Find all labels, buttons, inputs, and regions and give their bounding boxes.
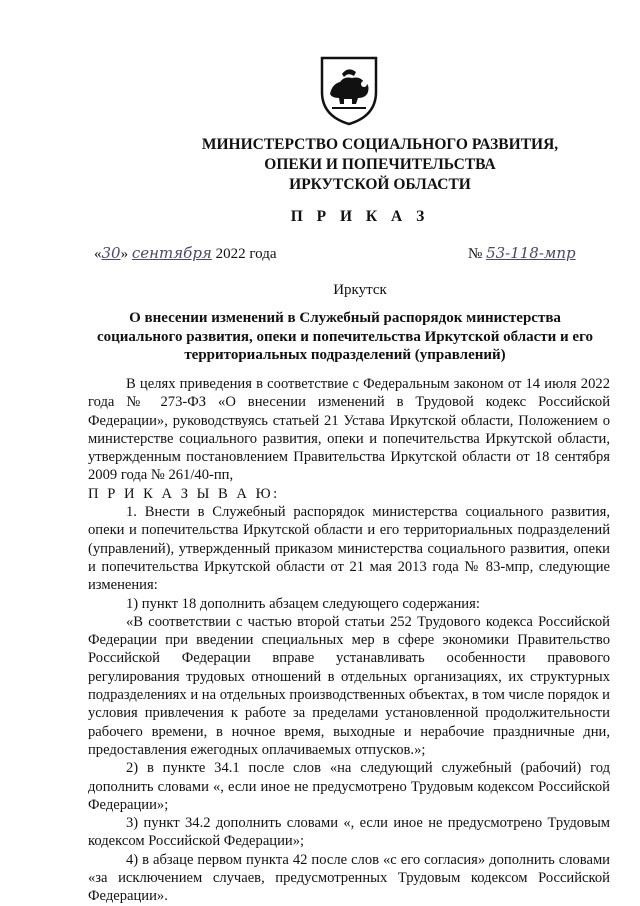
sub-item-4: 4) в абзаце первом пункта 42 после слов «с его согласия» дополнить словами «за исключением случаев, предусмотренных Трудовым кодексом Российской Федерации».: [88, 851, 610, 905]
order-number: [468, 244, 576, 263]
number-value-handwritten: 53-118-мпр: [486, 244, 576, 262]
quote-1: «В соответствии с частью второй статьи 252 Трудового кодекса Российской Федерации при введении специальных мер в сфере экономики Правительство Российской Федерации вправе устанавливать особенности правового регулирования трудовых отношений в отдельных организациях, их структурных подразделениях и на отдельных производственных объектах, в том числе порядок и условия привлечения к работе за пределами установленной продолжительности рабочего времени, в ночное время, выходные и нерабочие праздничные дни, предоставления ежегодных оплачиваемых отпусков.»;: [88, 613, 610, 758]
sub-item-3: 3) пункт 34.2 дополнить словами «, если иное не предусмотрено Трудовым кодексом Российской Федерации»;: [88, 815, 610, 850]
ministry-name: [120, 135, 640, 195]
sub-item-1: 1) пункт 18 дополнить абзацем следующего содержания:: [126, 595, 480, 612]
subject-line-1: О внесении изменений в Служебный распорядок министерства: [129, 310, 561, 326]
date-year: 2022 года: [215, 246, 277, 262]
subject-line-2: социального развития, опеки и попечительства Иркутской области и его: [96, 328, 594, 345]
order-date: [94, 244, 277, 263]
ministry-line-2: ОПЕКИ И ПОПЕЧИТЕЛЬСТВА: [264, 156, 496, 173]
document-type: П Р И К А З: [290, 208, 430, 225]
item-1: 1. Внести в Служебный распорядок министерства социального развития, опеки и попечительства Иркутской области и его территориальных подразделений (управлений), утвержденный приказом министерства социального развития, опеки и попечительства Иркутской области от 21 мая 2013 года № 83-мпр, следующие изменения:: [88, 504, 610, 594]
ministry-line-3: ИРКУТСКОЙ ОБЛАСТИ: [289, 176, 471, 193]
ministry-line-1: МИНИСТЕРСТВО СОЦИАЛЬНОГО РАЗВИТИЯ,: [201, 136, 559, 153]
date-quote-close: »: [120, 246, 129, 262]
date-month-handwritten: сентября: [131, 244, 212, 262]
city: Иркутск: [333, 282, 387, 298]
number-prefix: №: [468, 246, 483, 262]
order-subject: [80, 309, 610, 365]
subject-line-3: территориальных подразделений (управлений): [184, 347, 506, 363]
sub-item-2: 2) в пункте 34.1 после слов «на следующий служебный (рабочий) год дополнить словами «, если иное не предусмотрено Трудовым кодексом Российской Федерации»;: [88, 760, 610, 813]
coat-of-arms-icon: [318, 54, 380, 126]
date-day-handwritten: 30: [101, 244, 121, 262]
preamble: В целях приведения в соответствие с Федеральным законом от 14 июля 2022 года № 273-ФЗ «О внесении изменений в Трудовой кодекс Российской Федерации», руководствуясь статьей 21 Устава Иркутской области, Положением о министерстве социального развития, опеки и попечительства Иркутской области, утвержденным постановлением Правительства Иркутской области от 18 сентября 2009 года № 261/40-пп,: [88, 376, 610, 484]
order-body: [88, 375, 610, 906]
command: П Р И К А З Ы В А Ю:: [88, 485, 280, 502]
date-quote-open: «: [94, 246, 102, 262]
